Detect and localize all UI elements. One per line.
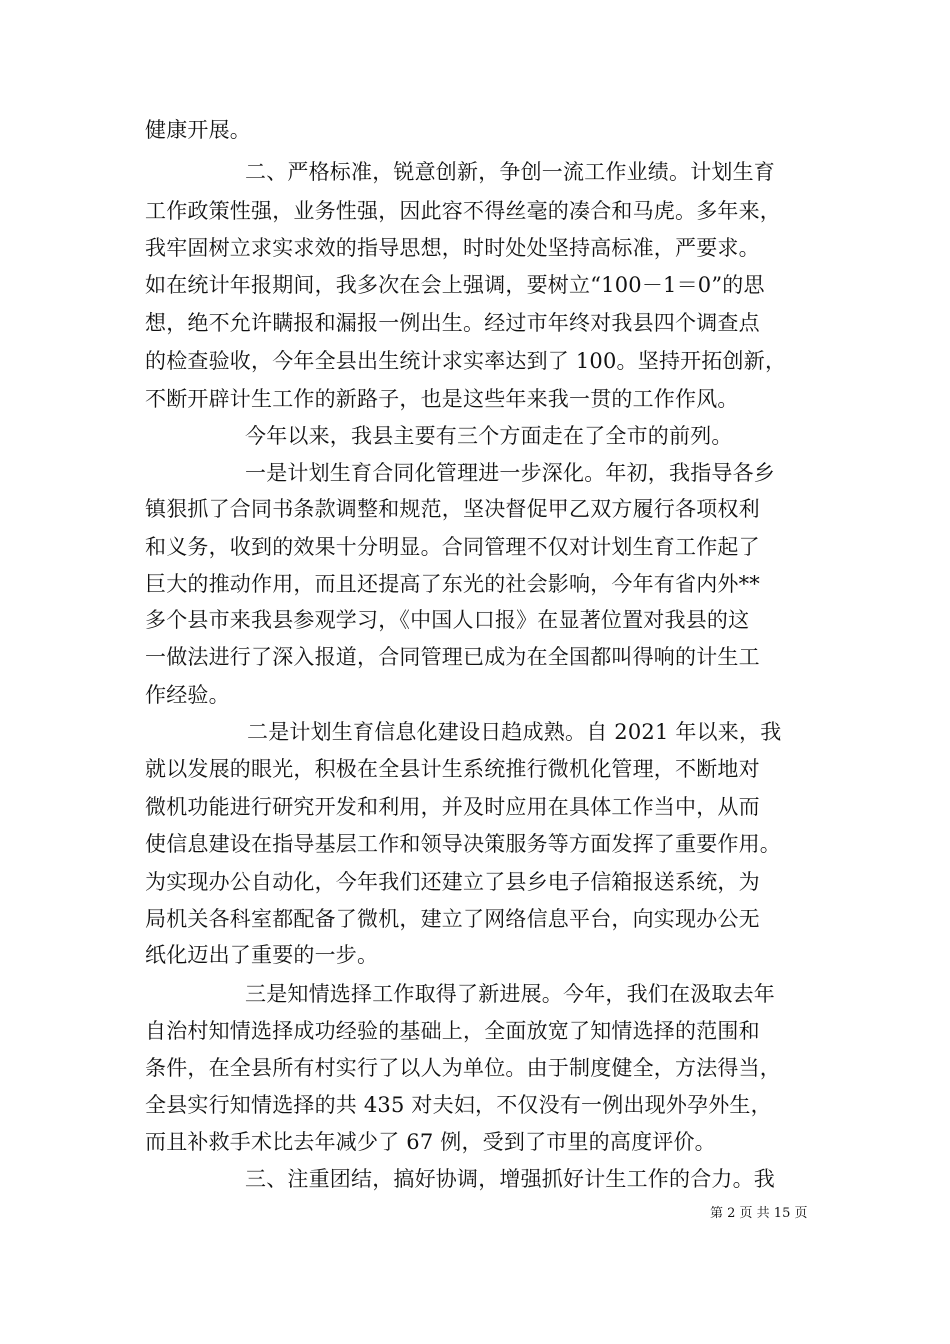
text-line: 三是知情选择工作取得了新进展。今年，我们在汲取去年 — [245, 982, 775, 1006]
text-line: 镇狠抓了合同书条款调整和规范，坚决督促甲乙双方履行各项权利 — [145, 497, 760, 521]
text-line: 作经验。 — [145, 683, 230, 707]
text-line: 三、注重团结，搞好协调，增强抓好计生工作的合力。我 — [245, 1167, 775, 1191]
text-line: 为实现办公自动化，今年我们还建立了县乡电子信箱报送系统，为 — [145, 870, 760, 894]
text-line: 想，绝不允许瞒报和漏报一例出生。经过市年终对我县四个调查点 — [145, 311, 760, 335]
text-line: 二、严格标准，锐意创新，争创一流工作业绩。计划生育 — [245, 160, 775, 184]
text-line: 微机功能进行研究开发和利用，并及时应用在具体工作当中，从而 — [145, 795, 760, 819]
text-line: 条件，在全县所有村实行了以人为单位。由于制度健全，方法得当， — [145, 1056, 781, 1080]
text-line: 巨大的推动作用，而且还提高了东光的社会影响，今年有省内外** — [145, 572, 760, 596]
text-line: 不断开辟计生工作的新路子，也是这些年来我一贯的工作作风。 — [145, 387, 739, 411]
text-line: 就以发展的眼光，积极在全县计生系统推行微机化管理，不断地对 — [145, 757, 760, 781]
text-line: 我牢固树立求实求效的指导思想，时时处处坚持高标准，严要求。 — [145, 236, 760, 260]
text-line: 二是计划生育信息化建设日趋成熟。自 2021 年以来，我 — [247, 720, 782, 744]
text-line: 今年以来，我县主要有三个方面走在了全市的前列。 — [245, 424, 733, 448]
page-number-footer: 第 2 页 共 15 页 — [710, 1206, 808, 1221]
text-line: 纸化迈出了重要的一步。 — [145, 943, 379, 967]
text-line: 健康开展。 — [145, 118, 251, 142]
text-line: 的检查验收，今年全县出生统计求实率达到了 100。坚持开拓创新， — [145, 349, 787, 373]
text-line: 一是计划生育合同化管理进一步深化。年初，我指导各乡 — [245, 461, 775, 485]
text-line: 使信息建设在指导基层工作和领导决策服务等方面发挥了重要作用。 — [145, 832, 781, 856]
text-line: 自治村知情选择成功经验的基础上，全面放宽了知情选择的范围和 — [145, 1019, 760, 1043]
text-line: 全县实行知情选择的共 435 对夫妇，不仅没有一例出现外孕外生， — [145, 1093, 772, 1117]
text-line: 而且补救手术比去年减少了 67 例，受到了市里的高度评价。 — [145, 1130, 716, 1154]
text-line: 如在统计年报期间，我多次在会上强调，要树立“100－1＝0”的思 — [145, 273, 765, 297]
text-line: 工作政策性强，业务性强，因此容不得丝毫的凑合和马虎。多年来， — [145, 199, 781, 223]
text-line: 和义务，收到的效果十分明显。合同管理不仅对计划生育工作起了 — [145, 535, 760, 559]
text-line: 局机关各科室都配备了微机，建立了网络信息平台，向实现办公无 — [145, 907, 760, 931]
text-line: 一做法进行了深入报道，合同管理已成为在全国都叫得响的计生工 — [145, 645, 760, 669]
text-line: 多个县市来我县参观学习，《中国人口报》在显著位置对我县的这 — [145, 608, 750, 632]
